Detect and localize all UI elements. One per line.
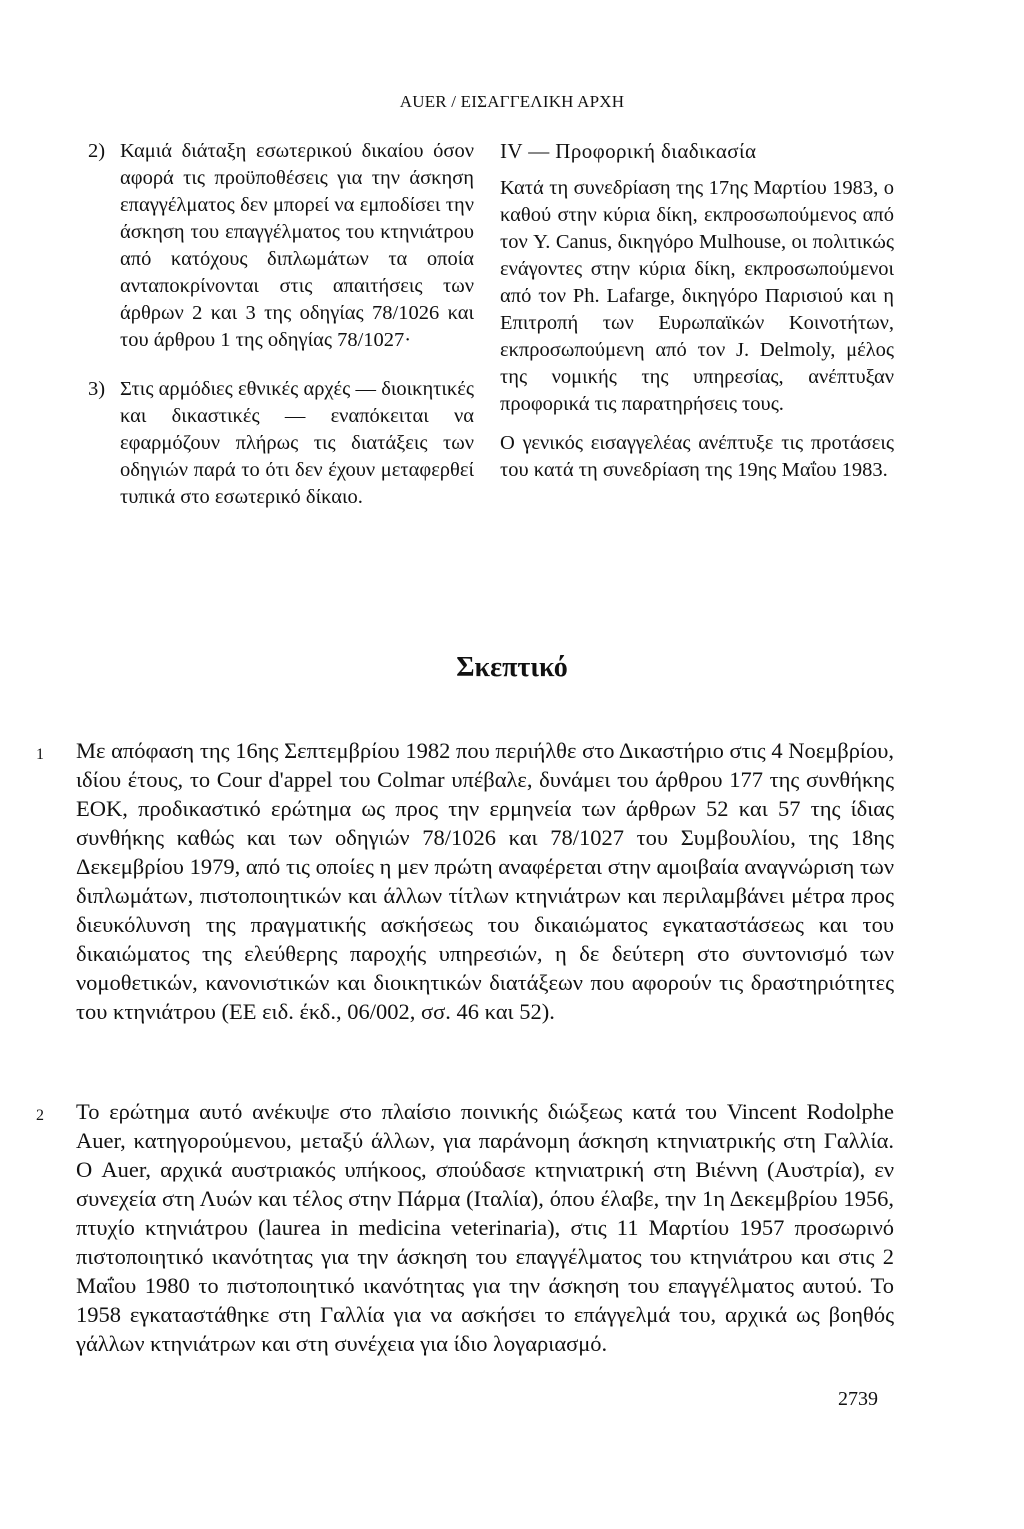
list-item (88, 376, 474, 511)
section-title: IV — Προφορική διαδικασία (500, 139, 757, 163)
section-heading: Σκεπτικό (456, 652, 568, 683)
running-header: AUER / ΕΙΣΑΓΓΕΛΙΚΗ ΑΡΧΗ (399, 92, 625, 111)
paragraph-number: 1 (36, 746, 44, 763)
paragraph: Ο γενικός εισαγγελέας ανέπτυξε τις προτάσεις του κατά τη συνεδρίαση της 19ης Μαΐου 1983. (500, 432, 894, 481)
item-number: 3) (88, 378, 106, 400)
numbered-paragraph (36, 1097, 894, 1358)
paragraph-text: Με απόφαση της 16ης Σεπτεμβρίου 1982 που περιήλθε στο Δικαστήριο στις 4 Νοεμβρίου, ιδίου έτους, το Cour d'appel του Colmar υπέβαλε, δυνάμει του άρθρου 177 της συνθήκης ΕΟΚ, προδικαστικό ερώτημα ως προς την ερμηνεία των άρθρων 52 και 57 της ίδιας συνθήκης καθώς και των οδηγιών 78/1026 και 78/1027 του Συμβουλίου, της 18ης Δεκεμβρίου 1979, από τις οποίες η μεν πρώτη αναφέρεται στην αμοιβαία αναγνώριση των διπλωμάτων, πιστοποιητικών και άλλων τίτλων κτηνιάτρων και περιλαμβάνει μέτρα προς διευκόλυνση της πραγματικής ασκήσεως του δικαιώματος εγκαταστάσεως και του δικαιώματος της ελεύθερης παροχής υπηρεσιών, η δε δεύτερη στο συντονισμό των νομοθετικών, κανονιστικών και διοικητικών διατάξεων που αφορούν τις δραστηριότητες του κτηνιάτρου (ΕΕ ειδ. έκδ., 06/002, σσ. 46 και 52). (76, 738, 894, 1024)
item-text: Στις αρμόδιες εθνικές αρχές — διοικητικές και δικαστικές — εναπόκειται να εφαρμόζουν πλήρως τις διατάξεις των οδηγιών παρά το ότι δεν έχουν μεταφερθεί τυπικά στο εσωτερικό δίκαιο. (120, 378, 474, 508)
item-text: Καμιά διάταξη εσωτερικού δικαίου όσον αφορά τις προϋποθέσεις για την άσκηση επαγγέλματος δεν μπορεί να εμποδίσει την άσκηση του επαγγέλματος του κτηνιάτρου από κατόχους διπλωμάτων τα οποία ανταποκρίνονται στις απαιτήσεις των άρθρων 2 και 3 της οδηγίας 78/1026 και του άρθρου 1 της οδηγίας 78/1027· (120, 140, 474, 351)
paragraph: Κατά τη συνεδρίαση της 17ης Μαρτίου 1983, ο καθού στην κύρια δίκη, εκπροσωπούμενος από τον Y. Canus, δικηγόρο Mulhouse, οι πολιτικώς ενάγοντες στην κύρια δίκη, εκπροσωπούμενοι από τον Ph. Lafarge, δικηγόρο Παρισιού και η Επιτροπή των Ευρωπαϊκών Κοινοτήτων, εκπροσωπούμενη από τον J. Delmoly, μέλος της νομικής της υπηρεσίας, ανέπτυξαν προφορικά τις παρατηρήσεις τους. (500, 177, 894, 415)
numbered-paragraph (36, 736, 894, 1026)
list-item (88, 138, 474, 354)
item-number: 2) (88, 140, 106, 162)
right-column (500, 138, 894, 496)
paragraph-number: 2 (36, 1107, 44, 1124)
paragraph-text: Το ερώτημα αυτό ανέκυψε στο πλαίσιο ποινικής διώξεως κατά του Vincent Rodolphe Auer, κατηγορούμενου, μεταξύ άλλων, για παράνομη άσκηση κτηνιατρικής στη Γαλλία. Ο Auer, αρχικά αυστριακός υπήκοος, σπούδασε κτηνιατρική στη Βιέννη (Αυστρία), εν συνεχεία στη Λυών και τέλος στην Πάρμα (Ιταλία), όπου έλαβε, την 1η Δεκεμβρίου 1956, πτυχίο κτηνιάτρου (laurea in medicina veterinaria), στις 11 Μαρτίου 1957 προσωρινό πιστοποιητικό ικανότητας για την άσκηση του επαγγέλματος του κτηνιάτρου και στις 2 Μαΐου 1980 το πιστοποιητικό ικανότητας για την άσκηση του επαγγέλματος αυτού. Το 1958 εγκαταστάθηκε στη Γαλλία για να ασκήσει το επάγγελμά του, αρχικά ως βοηθός γάλλων κτηνιάτρων και στη συνέχεια για ίδιο λογαριασμό. (76, 1099, 894, 1356)
page-number: 2739 (838, 1388, 878, 1410)
left-column (88, 138, 474, 533)
